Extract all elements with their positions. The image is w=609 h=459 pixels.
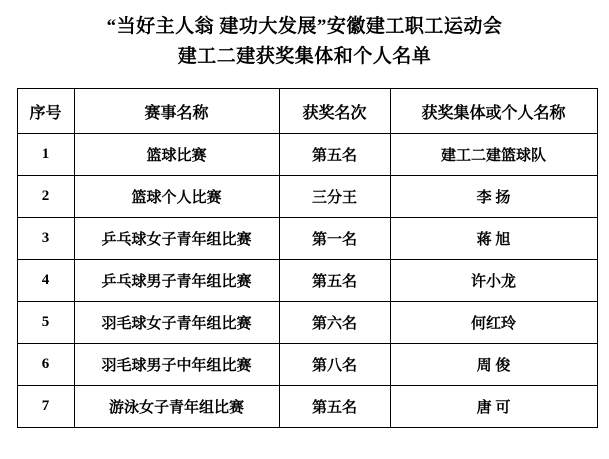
cell-no: 2 <box>17 176 74 218</box>
cell-winner: 唐 可 <box>390 386 597 428</box>
cell-winner: 建工二建篮球队 <box>390 134 597 176</box>
table-row <box>17 218 597 260</box>
cell-rank: 第五名 <box>279 134 390 176</box>
table-row <box>17 260 597 302</box>
table-header-row <box>17 89 597 134</box>
cell-rank: 三分王 <box>279 176 390 218</box>
table-row <box>17 344 597 386</box>
cell-rank: 第五名 <box>279 386 390 428</box>
cell-no: 3 <box>17 218 74 260</box>
header-cell-no: 序号 <box>17 89 74 134</box>
cell-event: 乒乓球女子青年组比赛 <box>74 218 279 260</box>
cell-winner: 周 俊 <box>390 344 597 386</box>
cell-no: 5 <box>17 302 74 344</box>
title-line-2: 建工二建获奖集体和个人名单 <box>177 46 432 67</box>
header-cell-winner: 获奖集体或个人名称 <box>390 89 597 134</box>
cell-no: 1 <box>17 134 74 176</box>
title-line-1: “当好主人翁 建功大发展”安徽建工职工运动会 <box>106 16 503 37</box>
cell-no: 7 <box>17 386 74 428</box>
cell-event: 乒乓球男子青年组比赛 <box>74 260 279 302</box>
cell-event: 羽毛球女子青年组比赛 <box>74 302 279 344</box>
cell-rank: 第一名 <box>279 218 390 260</box>
cell-rank: 第五名 <box>279 260 390 302</box>
cell-winner: 李 扬 <box>390 176 597 218</box>
cell-rank: 第八名 <box>279 344 390 386</box>
document-title <box>0 0 609 72</box>
cell-winner: 许小龙 <box>390 260 597 302</box>
table-row <box>17 386 597 428</box>
table-body <box>17 134 597 428</box>
cell-winner: 何红玲 <box>390 302 597 344</box>
cell-winner: 蒋 旭 <box>390 218 597 260</box>
cell-no: 4 <box>17 260 74 302</box>
award-table-wrapper <box>17 88 593 428</box>
cell-no: 6 <box>17 344 74 386</box>
cell-event: 游泳女子青年组比赛 <box>74 386 279 428</box>
award-table <box>17 88 598 428</box>
cell-event: 篮球个人比赛 <box>74 176 279 218</box>
table-header <box>17 89 597 134</box>
header-cell-event: 赛事名称 <box>74 89 279 134</box>
table-row <box>17 302 597 344</box>
header-cell-rank: 获奖名次 <box>279 89 390 134</box>
cell-event: 篮球比赛 <box>74 134 279 176</box>
cell-event: 羽毛球男子中年组比赛 <box>74 344 279 386</box>
cell-rank: 第六名 <box>279 302 390 344</box>
table-row <box>17 134 597 176</box>
table-row <box>17 176 597 218</box>
